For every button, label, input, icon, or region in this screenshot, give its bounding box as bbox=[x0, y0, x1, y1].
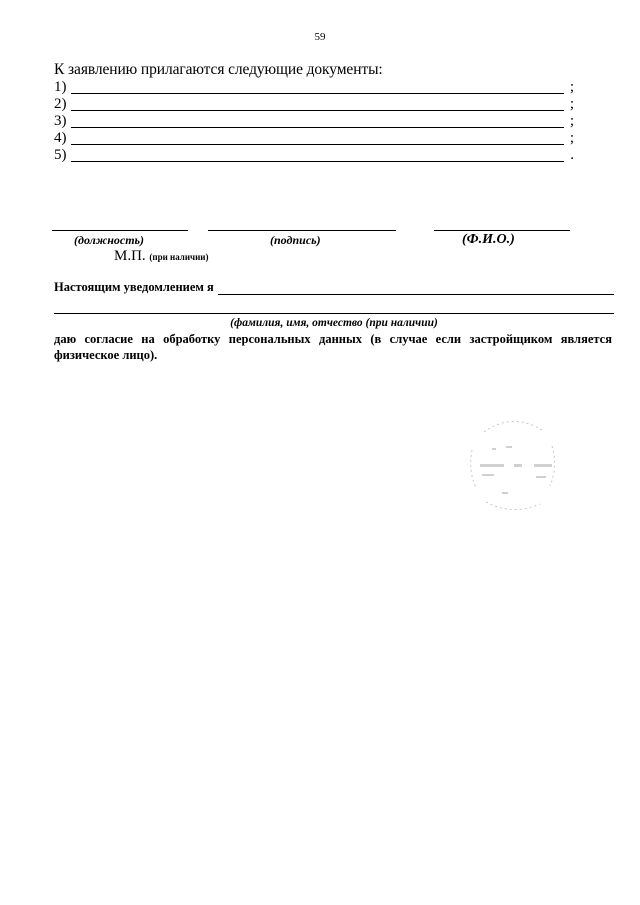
attachment-row-1 bbox=[54, 79, 574, 96]
attachment-row-2 bbox=[54, 96, 574, 113]
full-name-consent-line[interactable] bbox=[54, 313, 614, 314]
attachment-number: 5) bbox=[54, 147, 67, 163]
faded-stamp-image bbox=[462, 410, 562, 520]
position-caption: (должность) bbox=[74, 233, 145, 247]
attachment-terminator: . bbox=[570, 147, 574, 163]
attachment-blank-line[interactable] bbox=[71, 93, 564, 94]
signature-blank-line[interactable] bbox=[208, 230, 396, 231]
seal-note: (при наличии) bbox=[149, 252, 209, 262]
signature-caption: (подпись) bbox=[270, 233, 321, 247]
seal-label: М.П. bbox=[114, 248, 146, 264]
attachment-blank-line[interactable] bbox=[71, 110, 564, 111]
full-name-blank-line[interactable] bbox=[434, 230, 570, 231]
attachment-terminator: ; bbox=[569, 79, 574, 95]
full-name-consent-caption: (фамилия, имя, отчество (при наличии) bbox=[230, 317, 438, 329]
attachment-terminator: ; bbox=[569, 130, 574, 146]
page-number: 59 bbox=[314, 31, 326, 43]
attachment-number: 4) bbox=[54, 130, 67, 146]
attachment-terminator: ; bbox=[569, 96, 574, 112]
attachment-number: 1) bbox=[54, 79, 67, 95]
seal-placeholder bbox=[114, 248, 209, 265]
position-blank-line[interactable] bbox=[52, 230, 188, 231]
full-name-caption: (Ф.И.О.) bbox=[462, 232, 515, 247]
attachment-number: 3) bbox=[54, 113, 67, 129]
attachment-number: 2) bbox=[54, 96, 67, 112]
notice-row bbox=[54, 280, 614, 296]
attachment-blank-line[interactable] bbox=[71, 161, 564, 162]
notice-label: Настоящим уведомлением я bbox=[54, 280, 218, 295]
attachment-row-5 bbox=[54, 147, 574, 164]
attachments-intro: К заявлению прилагаются следующие документы: bbox=[54, 61, 383, 78]
attachment-row-4 bbox=[54, 130, 574, 147]
consent-text: даю согласие на обработку персональных данных (в случае если застройщиком является физическое лицо). bbox=[54, 332, 612, 362]
attachment-blank-line[interactable] bbox=[71, 144, 564, 145]
attachment-row-3 bbox=[54, 113, 574, 130]
attachment-blank-line[interactable] bbox=[71, 127, 564, 128]
attachment-terminator: ; bbox=[569, 113, 574, 129]
